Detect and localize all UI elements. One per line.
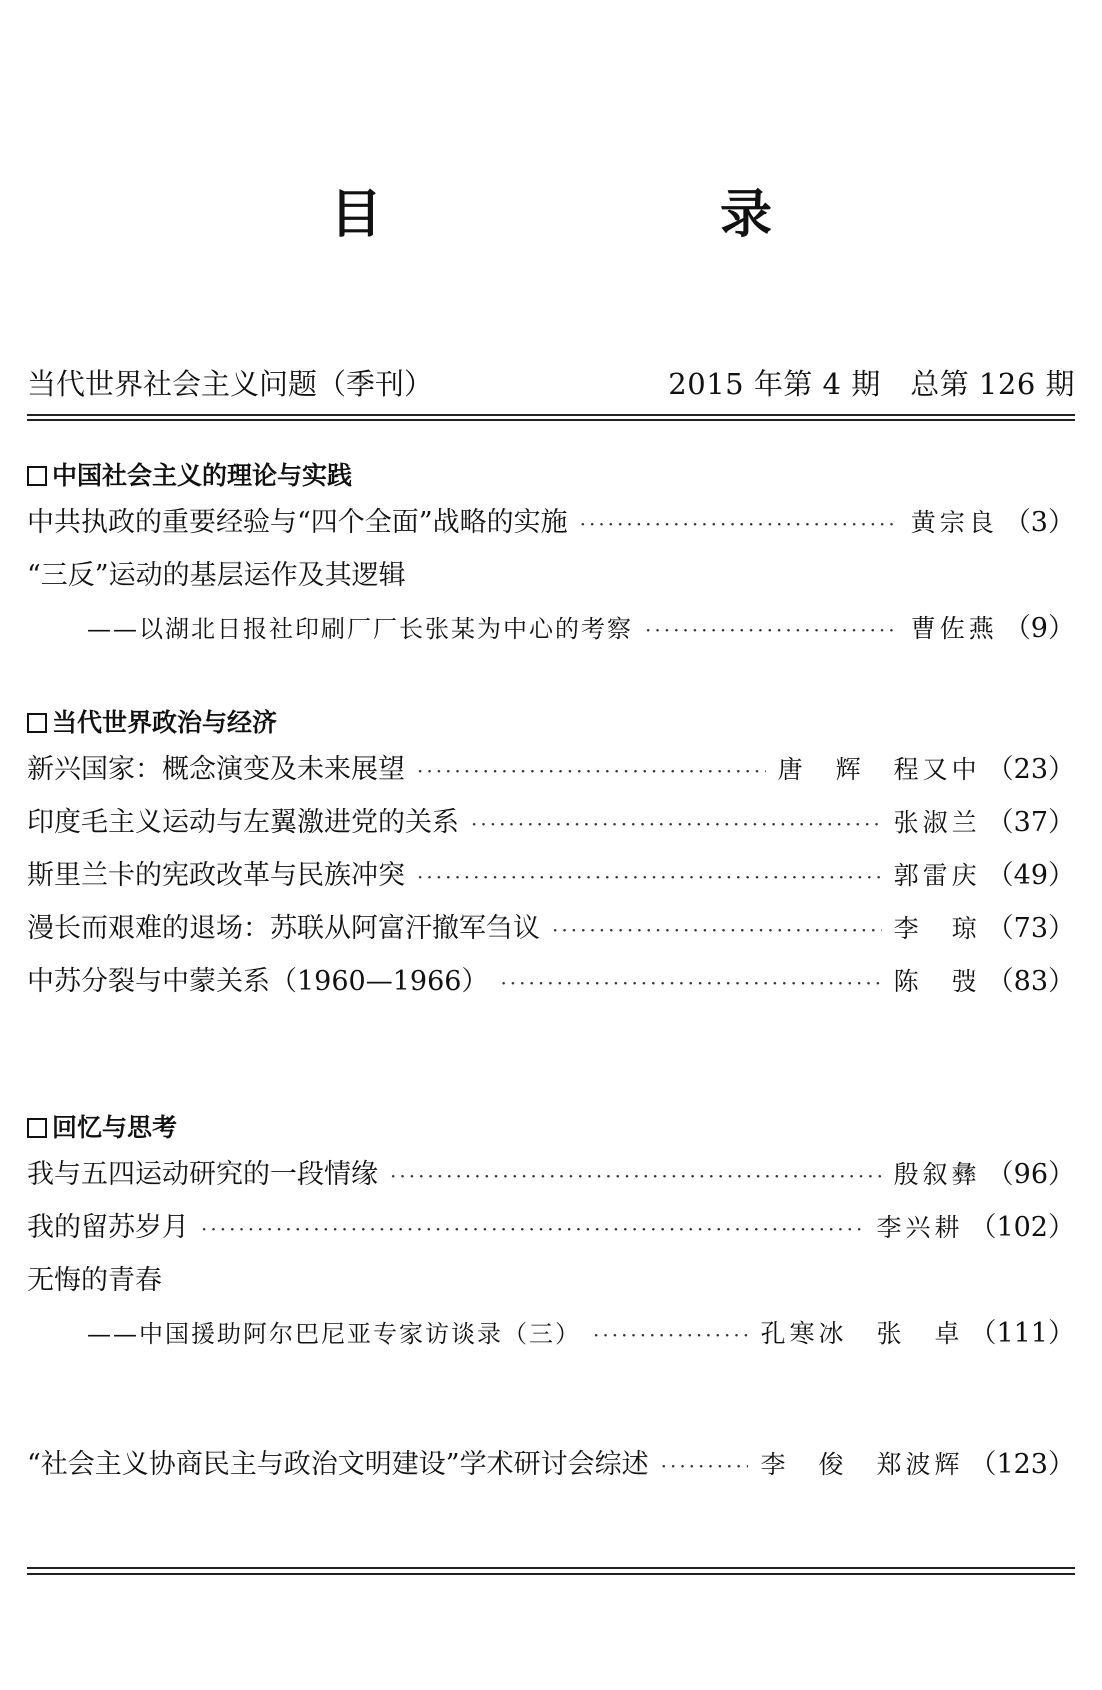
entry-page: （9） [1003, 613, 1075, 644]
footer-rule-top [27, 1567, 1075, 1569]
entry-page: （96） [986, 1159, 1075, 1190]
entry-author: 孔寒冰 张 卓 [760, 1319, 964, 1348]
entry-author: 李 俊 郑波辉 [760, 1450, 964, 1479]
dot-leader [580, 498, 899, 551]
entry-title: 我的留苏岁月 [27, 1212, 189, 1243]
entry-title: 新兴国家：概念演变及未来展望 [27, 754, 405, 785]
header-rule-bottom [27, 419, 1075, 421]
dot-leader [390, 1150, 882, 1203]
section-conference-review [27, 1438, 1075, 1491]
section-heading-label: 当代世界政治与经济 [52, 708, 278, 737]
checkbox-square-icon [27, 713, 47, 733]
section-memories-reflections [27, 1108, 1075, 1360]
section-heading-label: 回忆与思考 [52, 1113, 178, 1142]
page-title: 目 录 [329, 185, 933, 245]
toc-entry[interactable] [27, 1307, 1075, 1360]
checkbox-square-icon [27, 466, 47, 486]
dot-leader [593, 1309, 748, 1362]
toc-entry[interactable] [27, 796, 1075, 849]
section-theory-practice [27, 456, 1075, 655]
entry-title: 印度毛主义运动与左翼激进党的关系 [27, 807, 459, 838]
entry-page: （111） [969, 1318, 1075, 1349]
entry-page: （49） [986, 860, 1075, 891]
entry-author: 李兴耕 [876, 1213, 964, 1242]
section-heading [27, 1108, 1075, 1148]
section-heading [27, 703, 1075, 743]
entry-author: 唐 辉 程又中 [777, 755, 981, 784]
footer-rule-bottom [27, 1573, 1075, 1575]
entry-title: 中苏分裂与中蒙关系（1960—1966） [27, 966, 489, 997]
toc-entry[interactable] [27, 602, 1075, 655]
entry-title: 我与五四运动研究的一段情缘 [27, 1159, 378, 1190]
toc-entry[interactable] [27, 1201, 1075, 1254]
entry-page: （73） [986, 913, 1075, 944]
entry-author: 郭雷庆 [893, 861, 981, 890]
entry-subtitle: ——以湖北日报社印刷厂厂长张某为中心的考察 [87, 615, 633, 643]
issue-number: 2015 年第 4 期 总第 126 期 [668, 367, 1075, 401]
toc-entry[interactable] [27, 1148, 1075, 1201]
entry-author: 黄宗良 [910, 508, 998, 537]
entry-author: 陈 弢 [893, 967, 981, 996]
dot-leader [201, 1203, 864, 1256]
dot-leader [417, 851, 882, 904]
entry-page: （37） [986, 807, 1075, 838]
entry-subtitle: ——中国援助阿尔巴尼亚专家访谈录（三） [87, 1320, 581, 1348]
journal-header [27, 364, 1075, 404]
entry-title: 中共执政的重要经验与“四个全面”战略的实施 [27, 507, 568, 538]
entry-title: “社会主义协商民主与政治文明建设”学术研讨会综述 [27, 1449, 649, 1480]
dot-leader [417, 745, 766, 798]
toc-entry-title[interactable]: 无悔的青春 [27, 1265, 162, 1296]
toc-entry[interactable] [27, 955, 1075, 1008]
header-rule-top [27, 414, 1075, 416]
entry-author: 张淑兰 [893, 808, 981, 837]
dot-leader [500, 957, 881, 1010]
toc-entry[interactable] [27, 743, 1075, 796]
dot-leader [645, 604, 899, 657]
entry-title: 斯里兰卡的宪政改革与民族冲突 [27, 860, 405, 891]
entry-page: （3） [1003, 507, 1075, 538]
toc-entry[interactable] [27, 902, 1075, 955]
toc-entry-title[interactable]: “三反”运动的基层运作及其逻辑 [27, 560, 406, 591]
toc-entry[interactable] [27, 1438, 1075, 1491]
section-heading-label: 中国社会主义的理论与实践 [52, 461, 353, 490]
entry-page: （23） [986, 754, 1075, 785]
section-world-politics-economy [27, 703, 1075, 1008]
entry-author: 殷叙彝 [893, 1160, 981, 1189]
dot-leader [552, 904, 882, 957]
entry-page: （123） [969, 1449, 1075, 1480]
entry-author: 曹佐燕 [910, 614, 998, 643]
entry-page: （102） [969, 1212, 1075, 1243]
entry-title: 漫长而艰难的退场：苏联从阿富汗撤军刍议 [27, 913, 540, 944]
toc-entry[interactable] [27, 849, 1075, 902]
entry-page: （83） [986, 966, 1075, 997]
toc-entry[interactable] [27, 496, 1075, 549]
dot-leader [661, 1440, 749, 1493]
entry-author: 李 琼 [893, 914, 981, 943]
section-heading [27, 456, 1075, 496]
journal-name: 当代世界社会主义问题（季刊） [27, 367, 434, 401]
checkbox-square-icon [27, 1118, 47, 1138]
dot-leader [471, 798, 882, 851]
